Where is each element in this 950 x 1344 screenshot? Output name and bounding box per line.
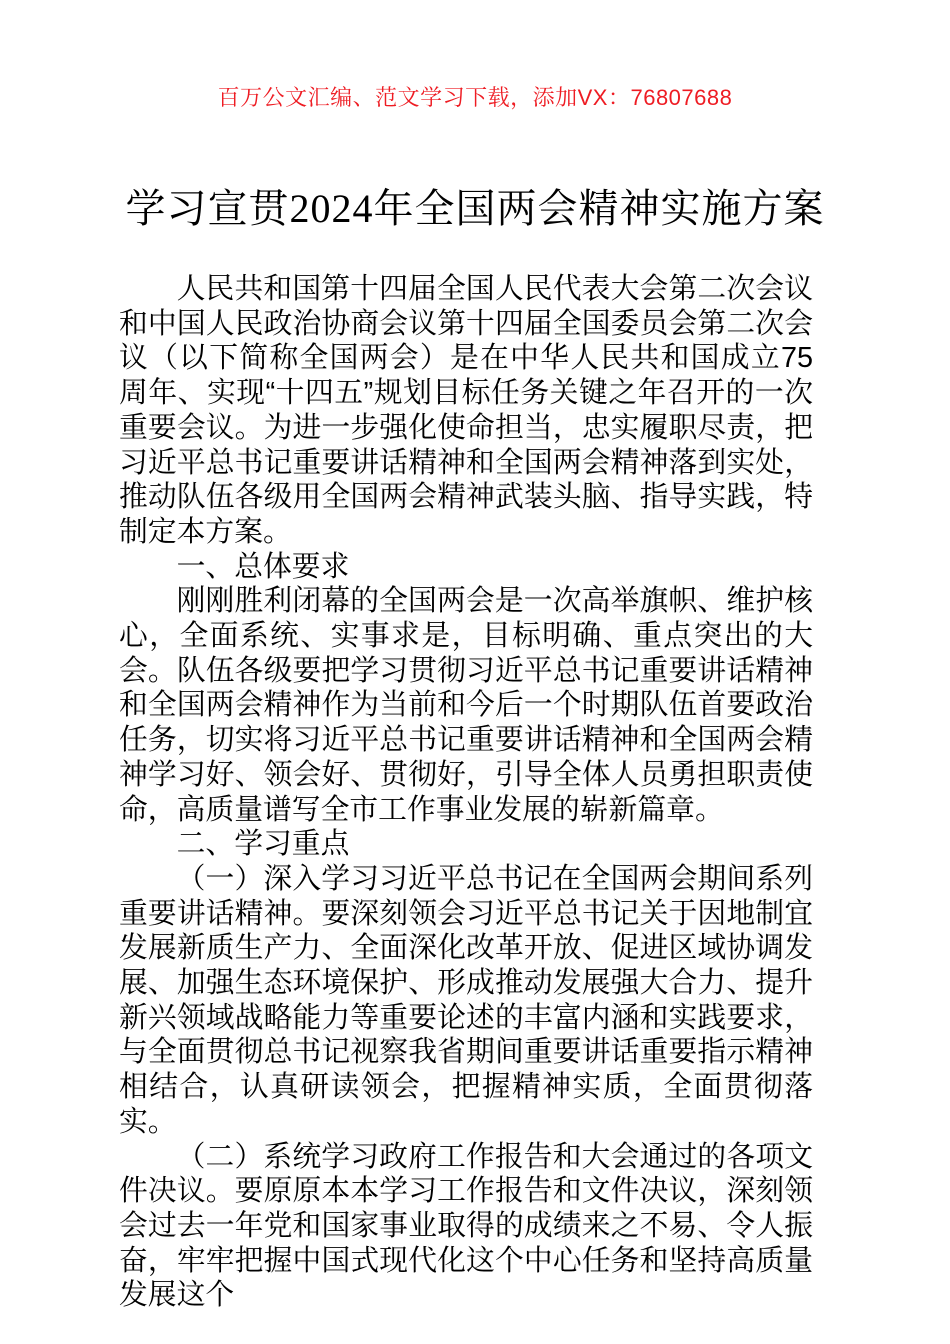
- document-body: [119, 272, 813, 1313]
- section-heading-2: 二、学习重点: [176, 828, 350, 861]
- paragraph-study-point-1: （一）深入学习习近平总书记在全国两会期间系列重要讲话精神。要深刻领会习近平总书记关于因地制宜发展新质生产力、全面深化改革开放、促进区域协调发展、加强生态环境保护、形成推动发展强大合力、提升新兴领域战略能力等重要论述的丰富内涵和实践要求，与全面贯彻总书记视察我省期间重要讲话重要指示精神相结合，认真研读领会，把握精神实质，全面贯彻落实。: [119, 862, 813, 1138]
- watermark-text: 百万公文汇编、范文学习下载，添加VX：76807688: [217, 85, 733, 110]
- paragraph-overall-requirements: 刚刚胜利闭幕的全国两会是一次高举旗帜、维护核心，全面系统、实事求是，目标明确、重点突出的大会。队伍各级要把学习贯彻习近平总书记重要讲话精神和全国两会精神作为当前和今后一个时期队伍首要政治任务，切实将习近平总书记重要讲话精神和全国两会精神学习好、领会好、贯彻好，引导全体人员勇担职责使命，高质量谱写全市工作事业发展的崭新篇章。: [119, 585, 813, 826]
- paragraph-study-point-2: （二）系统学习政府工作报告和大会通过的各项文件决议。要原原本本学习工作报告和文件决议，深刻领会过去一年党和国家事业取得的成绩来之不易、令人振奋，牢牢把握中国式现代化这个中心任务和坚持高质量发展这个: [119, 1140, 813, 1312]
- document-title: 学习宣贯2024年全国两会精神实施方案: [125, 186, 825, 231]
- paragraph-intro: 人民共和国第十四届全国人民代表大会第二次会议和中国人民政治协商会议第十四届全国委员会第二次会议（以下简称全国两会）是在中华人民共和国成立75周年、实现“十四五”规划目标任务关键之年召开的一次重要会议。为进一步强化使命担当，忠实履职尽责，把习近平总书记重要讲话精神和全国两会精神落到实处，推动队伍各级用全国两会精神武装头脑、指导实践，特制定本方案。: [119, 273, 813, 548]
- section-heading-1: 一、总体要求: [176, 550, 350, 583]
